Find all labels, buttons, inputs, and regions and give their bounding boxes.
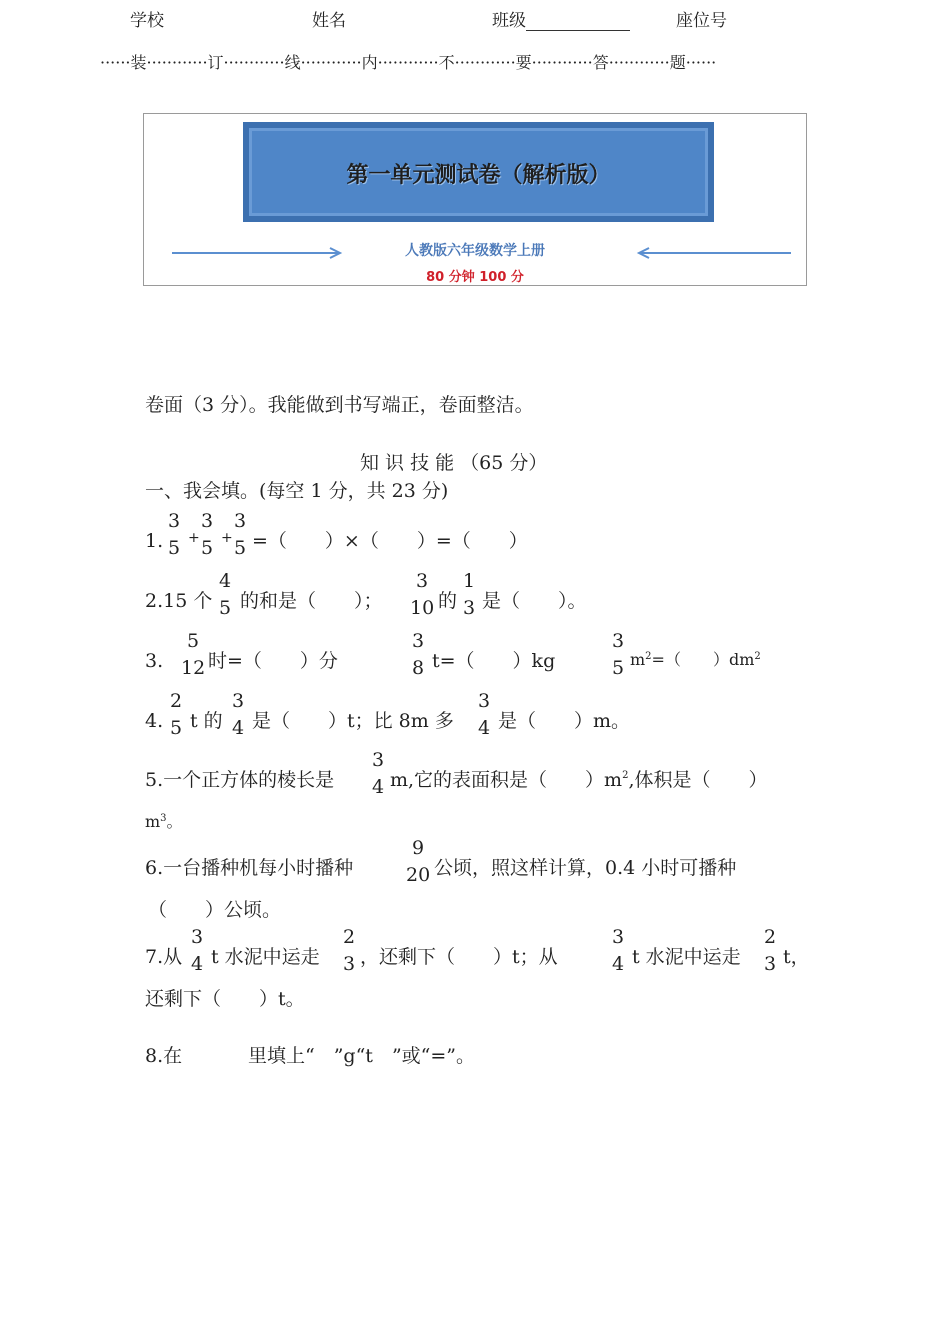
class-field[interactable]	[526, 14, 630, 31]
fraction: 3 8	[412, 630, 425, 679]
q8-text: 8.在	[145, 1045, 183, 1067]
q4-text[interactable]: 是（ ）m。	[498, 710, 631, 732]
q4-label: 4.	[145, 710, 164, 732]
plus-sign: +	[221, 530, 233, 546]
q7-text: t 水泥中运走	[632, 946, 741, 968]
q8-text[interactable]: 里填上“ ”g“t ”或“=”。	[248, 1045, 475, 1067]
neatness-note: 卷面（3 分）。我能做到书写端正，卷面整洁。	[145, 394, 534, 416]
seat-label: 座位号	[676, 11, 727, 31]
name-label: 姓名	[312, 11, 346, 31]
fraction: 3 4	[478, 690, 491, 739]
title-banner	[243, 122, 714, 222]
section-title: 知 识 技 能 （65 分）	[360, 452, 548, 474]
q2-text[interactable]: 是（ ）。	[482, 590, 587, 612]
fraction: 5 12	[181, 630, 206, 679]
fraction: 2 3	[343, 926, 356, 975]
exam-title: 第一单元测试卷（解析版）	[346, 163, 611, 188]
fraction: 4 5	[219, 570, 232, 619]
q2-text: 的	[438, 590, 458, 612]
q7-text: 7.从	[145, 946, 183, 968]
fraction: 2 5	[170, 690, 183, 739]
fraction: 3 4	[191, 926, 204, 975]
q6-text: 6.一台播种机每小时播种	[145, 857, 354, 879]
q5-text[interactable]: m,它的表面积是（ ）$m^2$,体积是（ ）	[390, 769, 768, 791]
fraction: 3 5	[612, 630, 625, 679]
fraction: 3 4	[372, 749, 385, 798]
q2-text[interactable]: 的和是（ ）；	[240, 590, 383, 612]
part-heading: 一、我会填。(每空 1 分，共 23 分)	[145, 480, 449, 502]
fraction: 3 4	[612, 926, 625, 975]
q6-blank[interactable]: （ ）公顷。	[148, 899, 282, 921]
q7-text[interactable]: ，还剩下（ ）t；从	[360, 946, 558, 968]
time-score: 80 分钟 100 分	[426, 270, 524, 285]
fraction: 1 3	[463, 570, 476, 619]
q2-text: 2.15 个	[145, 590, 213, 612]
binding-line: ······装············订············线············内············不············要············答············题······	[100, 53, 717, 72]
q5-text: 5.一个正方体的棱长是	[145, 769, 335, 791]
plus-sign: +	[188, 530, 200, 546]
fraction: 2 3	[764, 926, 777, 975]
q4-text: t 的	[190, 710, 223, 732]
fraction: 3 5	[234, 510, 247, 559]
q1-label: 1.	[145, 530, 164, 552]
q7-text: t 水泥中运走	[211, 946, 320, 968]
q1-blanks[interactable]: =（ ）×（ ）=（ ）	[252, 530, 528, 552]
class-label: 班级	[492, 6, 630, 31]
fraction: 9 20	[406, 837, 431, 886]
q7-blank[interactable]: 还剩下（ ）t。	[145, 988, 305, 1010]
q5-text: $m^3$。	[145, 812, 183, 831]
q3-text[interactable]: $m^2=$（ ）$dm^2$	[630, 650, 761, 669]
q3-label: 3.	[145, 650, 164, 672]
q6-text: 公顷，照这样计算，0.4 小时可播种	[434, 857, 737, 879]
q3-text[interactable]: 时=（ ）分	[208, 650, 338, 672]
q7-text: t，	[783, 946, 810, 968]
school-label: 学校	[130, 11, 164, 31]
fraction: 3 10	[410, 570, 435, 619]
fraction: 3 5	[201, 510, 214, 559]
fraction: 3 5	[168, 510, 181, 559]
q3-text[interactable]: t=（ ）kg	[432, 650, 556, 672]
q4-text[interactable]: 是（ ）t；比 8m 多	[252, 710, 454, 732]
fraction: 3 4	[232, 690, 245, 739]
edition-subtitle: 人教版六年级数学上册	[405, 243, 545, 259]
